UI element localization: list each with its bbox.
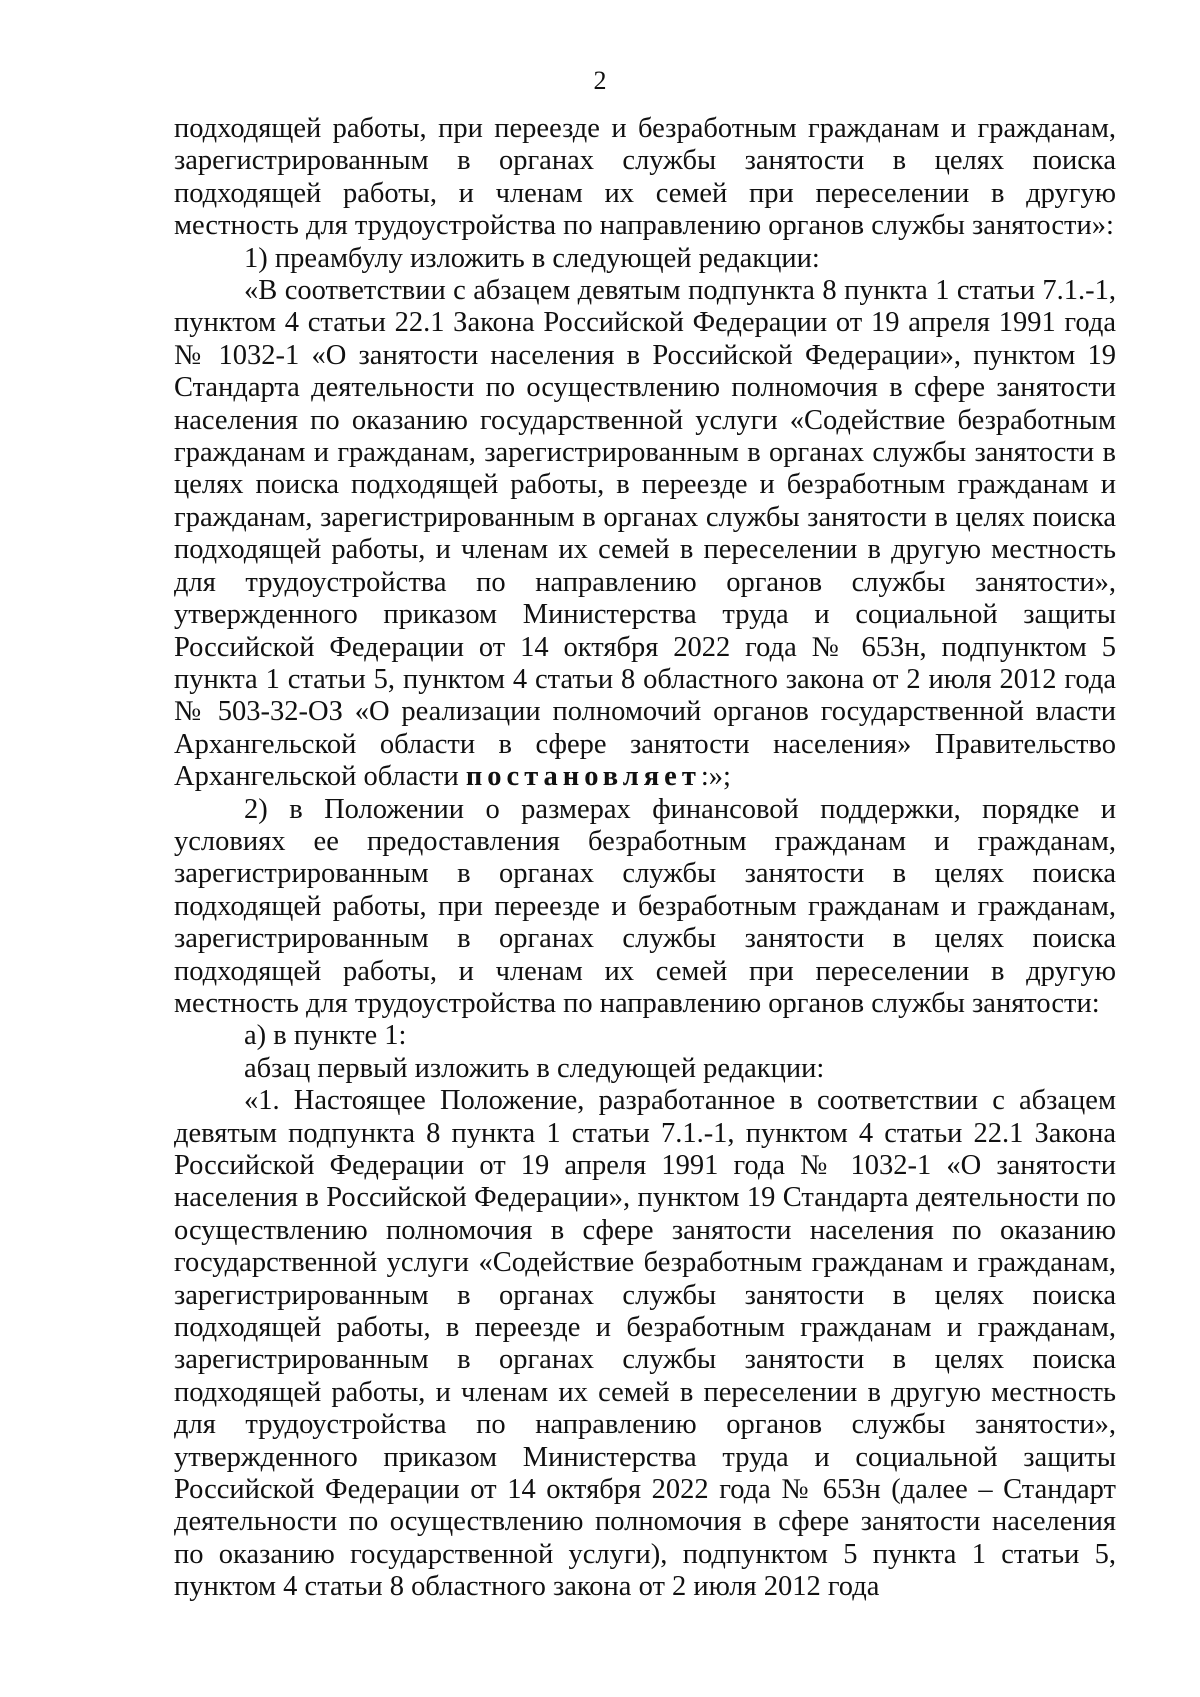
paragraph-first-abzac: абзац первый изложить в следующей редакции: (244, 1052, 825, 1084)
page-number: 2 (593, 66, 607, 95)
paragraph-continuation: подходящей работы, при переезде и безработным гражданам и гражданам, зарегистрированным в органах службы занятости в целях поиска подходящей работы, и членам их семей при переселении в другую местность для трудоустройства по направлению органов службы занятости»: (174, 113, 1116, 242)
paragraph-preamble (174, 275, 1116, 794)
preamble-ending: :»; (700, 761, 731, 793)
paragraph-clause-1: «1. Настоящее Положение, разработанное в соответствии с абзацем девятым подпункта 8 пункта 1 статьи 7.1.-1, пунктом 4 статьи 22.1 Закона Российской Федерации от 19 апреля 1991 года № 1032-1 «О занятости населения в Российской Федерации», пунктом 19 Стандарта деятельности по осуществлению полномочия в сфере занятости населения по оказанию государственной услуги «Содействие безработным гражданам и гражданам, зарегистрированным в органах службы занятости в целях поиска подходящей работы, в переезде и безработным гражданам и гражданам, зарегистрированным в органах службы занятости в целях поиска подходящей работы, и членам их семей в переселении в другую местность для трудоустройства по направлению органов службы занятости», утвержденного приказом Министерства труда и социальной защиты Российской Федерации от 14 октября 2022 года № 653н (далее – Стандарт деятельности по осуществлению полномочия в сфере занятости населения по оказанию государственной услуги), подпунктом 5 пункта 1 статьи 5, пунктом 4 статьи 8 областного закона от 2 июля 2012 года (174, 1085, 1116, 1603)
resolution-keyword: постановляет (465, 761, 701, 793)
paragraph-item-1: 1) преамбулу изложить в следующей редакции: (244, 242, 820, 274)
preamble-text: «В соответствии с абзацем девятым подпункта 8 пункта 1 статьи 7.1.-1, пунктом 4 статьи 22.1 Закона Российской Федерации от 19 апреля 1991 года № 1032-1 «О занятости населения в Российской Федерации», пунктом 19 Стандарта деятельности по осуществлению полномочия в сфере занятости населения по оказанию государственной услуги «Содействие безработным гражданам и гражданам, зарегистрированным в органах службы занятости в целях поиска подходящей работы, в переезде и безработным гражданам и гражданам, зарегистрированным в органах службы занятости в целях поиска подходящей работы, и членам их семей в переселении в другую местность для трудоустройства по направлению органов службы занятости», утвержденного приказом Министерства труда и социальной защиты Российской Федерации от 14 октября 2022 года № 653н, подпунктом 5 пункта 1 статьи 5, пунктом 4 статьи 8 областного закона от 2 июля 2012 года № 503-32-ОЗ «О реализации полномочий органов государственной власти Архангельской области в сфере занятости населения» Правительство Архангельской области (174, 275, 1116, 793)
document-body (174, 113, 1116, 1604)
paragraph-item-2: 2) в Положении о размерах финансовой поддержки, порядке и условиях ее предоставления безработным гражданам и гражданам, зарегистрированным в органах службы занятости в целях поиска подходящей работы, при переезде и безработным гражданам и гражданам, зарегистрированным в органах службы занятости в целях поиска подходящей работы, и членам их семей при переселении в другую местность для трудоустройства по направлению органов службы занятости: (174, 793, 1116, 1019)
paragraph-subitem-a: а) в пункте 1: (244, 1020, 407, 1052)
